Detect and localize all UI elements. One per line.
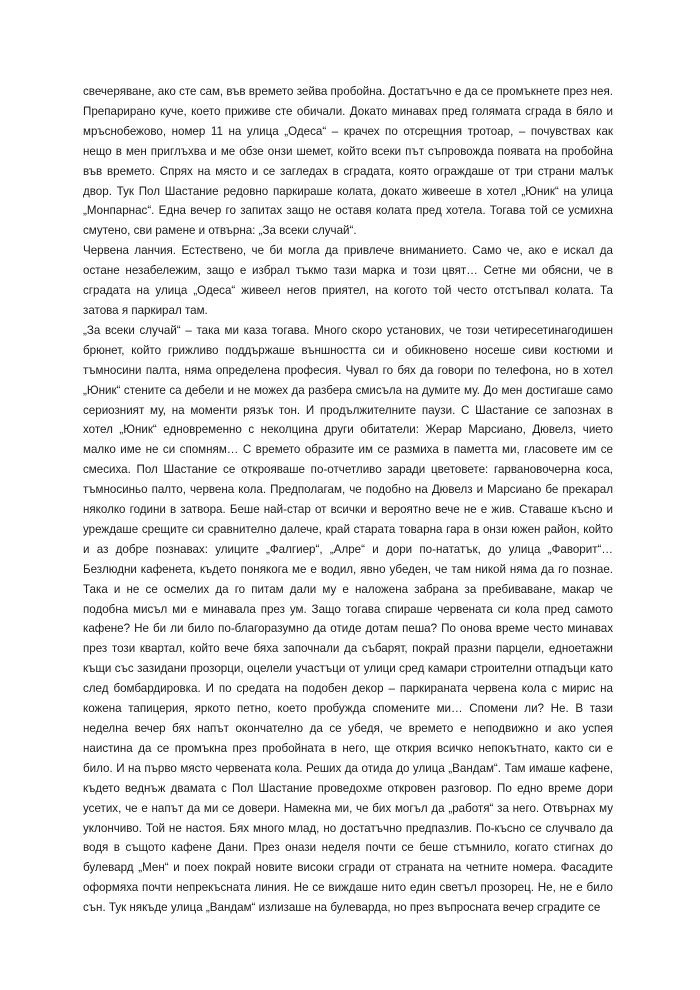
document-body	[83, 82, 613, 918]
paragraph-1: свечеряване, ако сте сам, във времето зейва пробойна. Достатъчно е да се промъкнете през нея. Препарирано куче, което приживе сте обичали. Докато минавах пред голямата сграда в бяло и мръснобежово, номер 11 на улица „Одеса“ – крачех по отсрещния тротоар, – почувствах как нещо в мен приглъхва и ме обзе онзи шемет, който всеки път съпровожда появата на пробойна във времето. Спрях на място и се загледах в сградата, която ограждаше от три страни малък двор. Тук Пол Шастание редовно паркираше колата, докато живееше в хотел „Юник“ на улица „Монпарнас“. Една вечер го запитах защо не оставя колата пред хотела. Тогава той се усмихна смутено, сви рамене и отвърна: „За всеки случай“.	[83, 85, 613, 238]
paragraph-3: „За всеки случай“ – така ми каза тогава. Много скоро установих, че този четиресетинагодишен брюнет, който грижливо поддържаше външността си и обикновено носеше сиви костюми и тъмносини палта, няма определена професия. Чувал го бях да говори по телефона, но в хотел „Юник“ стените са дебели и не можех да разбера смисъла на думите му. До мен достигаше само сериозният му, на моменти рязък тон. И продължителните паузи. С Шастание се запознах в хотел „Юник“ едновременно с неколцина други обитатели: Жерар Марсиано, Дювелз, чието малко име не си спомням… С времето образите им се размиха в паметта ми, гласовете им се смесиха. Пол Шастание се открояваше по-отчетливо заради цветовете: гарвановочерна коса, тъмносиньо палто, червена кола. Предполагам, че подобно на Дювелз и Марсиано бе прекарал няколко години в затвора. Беше най-стар от всички и вероятно вече не е жив. Ставаше късно и уреждаше срещите си сравнително далече, край старата товарна гара в онзи южен район, който и аз добре познавах: улиците „Фалгиер“, „Алре“ и дори по-нататък, до улица „Фаворит“… Безлюдни кафенета, където понякога ме е водил, явно убеден, че там никой няма да го познае. Така и не се осмелих да го питам дали му е наложена забрана за пребиваване, макар че подобна мисъл ми е минавала през ум. Защо тогава спираше червената си кола пред самото кафене? Не би ли било по-благоразумно да отиде дотам пеша? По онова време често минавах през този квартал, който вече бяха започнали да събарят, покрай празни парцели, едноетажни къщи със зазидани прозорци, оцелели участъци от улици сред камари строителни отпадъци като след бомбардировка. И по средата на подобен декор – паркираната червена кола с мирис на кожена тапицерия, яркото петно, което пробужда спомените ми… Спомени ли? Не. В тази неделна вечер бях напът окончателно да се убедя, че времето е неподвижно и ако успея наистина да се промъкна през пробойната в него, ще открия всичко непокътнато, както си е било. И на първо място червената кола. Реших да отида до улица „Вандам“. Там имаше кафене, където веднъж двамата с Пол Шастание проведохме откровен разговор. По едно време дори усетих, че е напът да ми се довери. Намекна ми, че бих могъл да „работя“ за него. Отвърнах му уклончиво. Той не настоя. Бях много млад, но достатъчно предпазлив. По-късно се случвало да водя в същото кафене Дани. През онази неделя почти се беше стъмнило, когато стигнах до булевард „Мен“ и поех покрай новите високи сгради от страната на четните номера. Фасадите оформяха почти непрекъсната линия. Не се виждаше нито един светъл прозорец. Не, не е било сън. Тук някъде улица „Вандам“ излизаше на булеварда, но през въпросната вечер сградите се	[83, 323, 613, 915]
paragraph-2: Червена ланчия. Естествено, че би могла да привлече вниманието. Само че, ако е искал да остане незабележим, защо е избрал тъкмо тази марка и този цвят… Сетне ми обясни, че в сградата на улица „Одеса“ живеел негов приятел, на когото той често отстъпвал колата. Та затова я паркирал там.	[83, 244, 613, 317]
